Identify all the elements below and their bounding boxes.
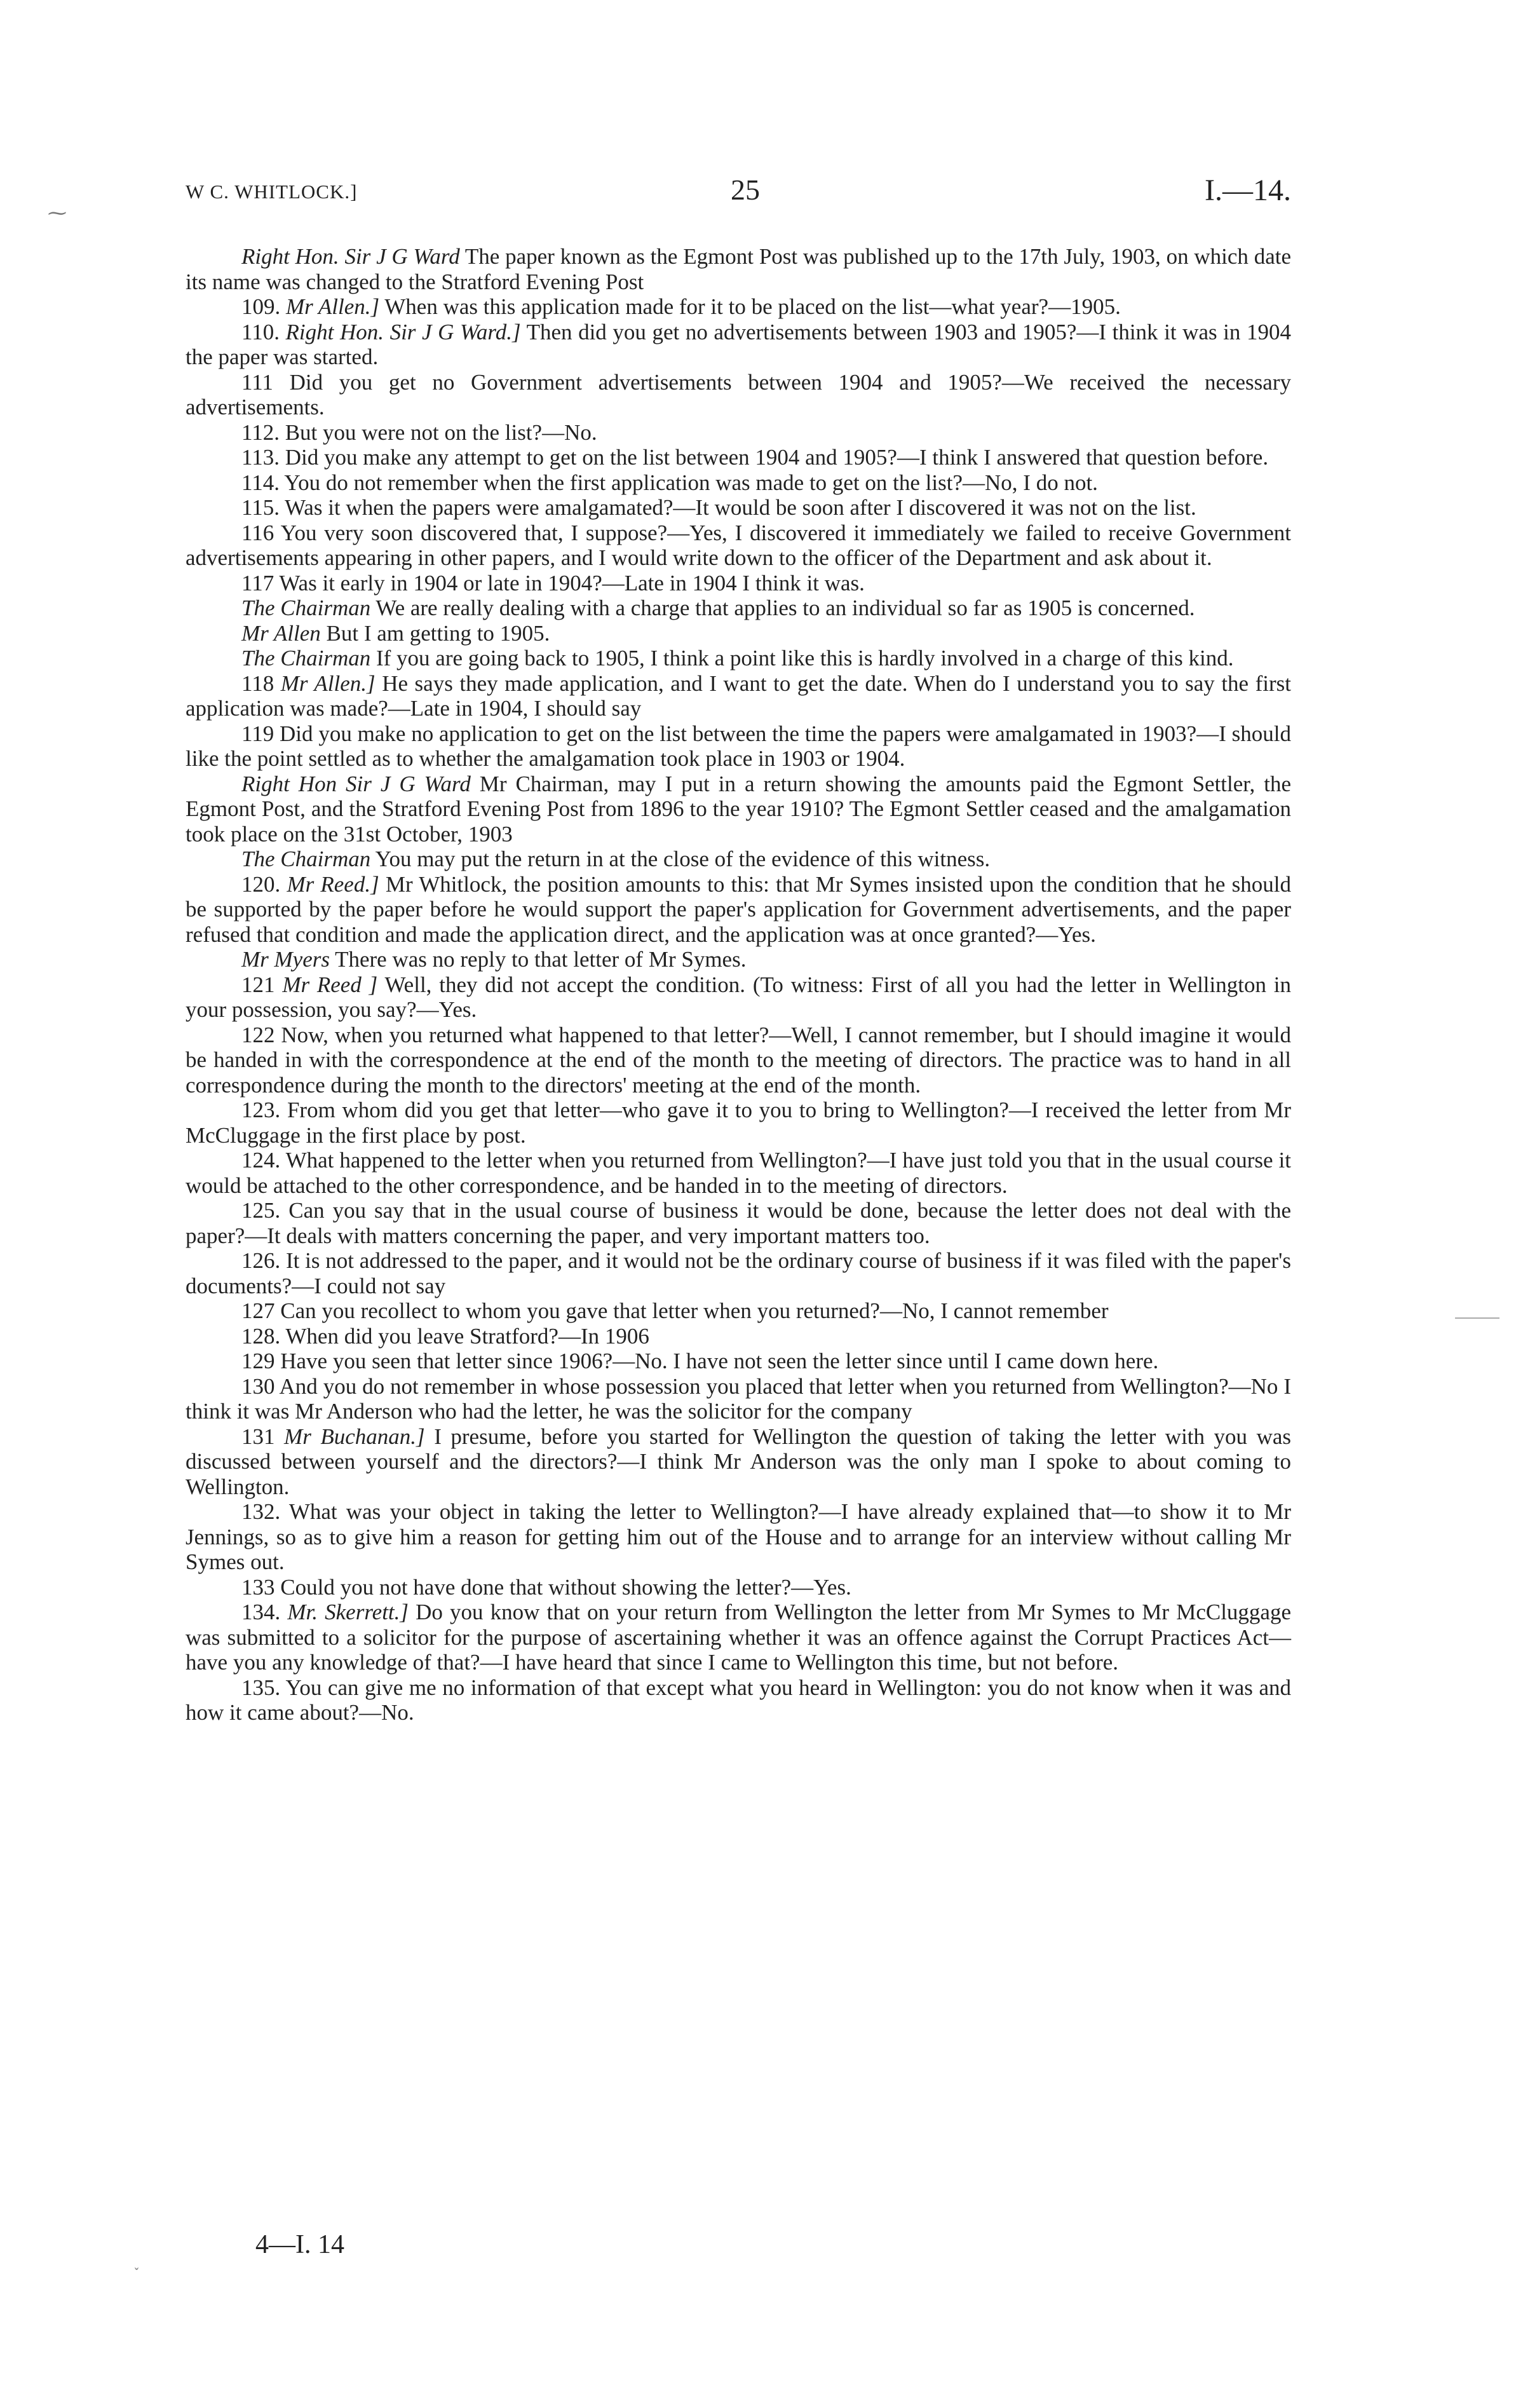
paragraph-text: Can you say that in the usual course of business it would be done, because the letter does not deal with the paper?—It deals with matters concerning the paper, and very important matters too. <box>186 1198 1292 1248</box>
paragraph-text: Well, they did not accept the condition. (To witness: First of all you had the letter in Wellington in your possession, you say?—Yes. <box>186 972 1292 1022</box>
margin-scan-mark: ˯ <box>133 2250 140 2271</box>
question-number: 121 <box>241 972 275 997</box>
speaker-name: Mr Buchanan.] <box>284 1424 425 1449</box>
page-number: 25 <box>731 173 760 206</box>
paragraph-text: If you are going back to 1905, I think a point like this is hardly involved in a charge of this kind. <box>370 646 1234 670</box>
qa-paragraph <box>186 1424 1291 1500</box>
question-number: 116 <box>241 520 274 545</box>
page-header <box>186 173 1291 211</box>
paragraph-text: He says they made application, and I want to get the date. When do I understand you to say the first application was made?—Late in 1904, I should say <box>186 670 1292 721</box>
question-number: 118 <box>241 670 274 696</box>
paragraph-text: You may put the return in at the close of the evidence of this witness. <box>370 847 991 871</box>
qa-paragraph <box>186 370 1291 420</box>
qa-paragraph <box>186 470 1291 496</box>
speaker-name: Right Hon. Sir J G Ward.] <box>285 319 521 344</box>
paragraph-text: Did you make no application to get on the list between the time the papers were amalgamated in 1903?—I should like the point settled as to whether the amalgamation took place in 1903 or 1904. <box>186 721 1292 771</box>
header-witness-name: W C. WHITLOCK.] <box>186 180 358 203</box>
paragraph-text: There was no reply to that letter of Mr Symes. <box>330 947 747 972</box>
qa-paragraph <box>186 621 1291 646</box>
qa-paragraph <box>186 721 1291 772</box>
question-number: 127 <box>241 1298 275 1323</box>
qa-paragraph <box>186 1023 1291 1098</box>
qa-paragraph <box>186 1499 1291 1575</box>
qa-paragraph <box>186 320 1291 370</box>
question-number: 117 <box>241 570 274 595</box>
paragraph-text: Could you not have done that without showing the letter?—Yes. <box>280 1574 851 1600</box>
qa-paragraph <box>186 1675 1291 1725</box>
question-number: 109. <box>241 294 281 319</box>
qa-paragraph <box>186 294 1291 320</box>
qa-paragraph <box>186 1248 1291 1298</box>
qa-paragraph <box>186 872 1291 948</box>
question-number: 123. <box>241 1098 281 1122</box>
paragraph-text: Do you know that on your return from Wellington the letter from Mr Symes to Mr McCluggage was submitted to a solicitor for the purpose of ascertaining whether it was an offence against the Corrupt Practices Act—have you any knowledge of that?—I have heard that since I came to Wellington this time, but not before. <box>186 1600 1291 1675</box>
speaker-name: The Chairman <box>241 595 371 620</box>
paragraph-text: We are really dealing with a charge that applies to an individual so far as 1905 is concerned. <box>370 595 1195 620</box>
speaker-name: The Chairman <box>241 646 371 670</box>
paragraph-text: Mr Whitlock, the position amounts to this: that Mr Symes insisted upon the condition that he should be supported by the paper before he would support the paper's application for Government advertisements, and the paper refused that condition and made the application direct, and the application was at once granted?—Yes. <box>186 871 1291 947</box>
speaker-name: Mr. Skerrett.] <box>287 1600 409 1624</box>
qa-paragraph <box>186 1298 1291 1324</box>
question-number: 131 <box>241 1424 275 1449</box>
speaker-name: Mr Reed.] <box>287 871 379 897</box>
question-number: 110. <box>241 319 280 344</box>
question-number: 113. <box>241 445 280 470</box>
qa-paragraph <box>186 847 1291 872</box>
qa-paragraph <box>186 495 1291 520</box>
margin-scan-mark: ⁓ <box>48 203 67 224</box>
paragraph-text: But I am getting to 1905. <box>320 620 550 646</box>
qa-paragraph <box>186 1349 1291 1374</box>
paragraph-text: You very soon discovered that, I suppose?—Yes, I discovered it immediately we failed to receive Government advertisements appearing in other papers, and I would write down to the officer of the Department and ask about it. <box>186 520 1291 570</box>
qa-paragraph <box>186 947 1291 972</box>
question-number: 114. <box>241 470 280 495</box>
qa-paragraph <box>186 420 1291 446</box>
question-number: 124. <box>241 1148 281 1173</box>
qa-paragraph <box>186 571 1291 596</box>
question-number: 128. <box>241 1323 281 1349</box>
question-number: 126. <box>241 1248 281 1273</box>
paragraph-text: Did you get no Government advertisements between 1904 and 1905?—We received the necessary advertisements. <box>186 369 1291 419</box>
question-number: 130 <box>241 1373 275 1399</box>
qa-paragraph <box>186 520 1291 571</box>
qa-paragraph <box>186 1198 1291 1248</box>
speaker-name: Mr Allen <box>241 620 321 646</box>
question-number: 112. <box>241 419 280 445</box>
qa-paragraph <box>186 1324 1291 1349</box>
paragraph-text: When was this application made for it to be placed on the list—what year?—1905. <box>379 294 1121 319</box>
question-number: 120. <box>241 871 281 897</box>
paragraph-text: Did you make any attempt to get on the list between 1904 and 1905?—I think I answered that question before. <box>285 445 1269 470</box>
paragraph-text: You do not remember when the first application was made to get on the list?—No, I do not. <box>284 470 1098 495</box>
speaker-name: Mr Reed ] <box>282 972 378 997</box>
document-body <box>186 244 1291 1725</box>
qa-paragraph <box>186 244 1291 294</box>
paragraph-text: The paper known as the Egmont Post was published up to the 17th July, 1903, on which date its name was changed to the Stratford Evening Post <box>186 244 1291 294</box>
paragraph-text: What happened to the letter when you returned from Wellington?—I have just told you that in the usual course it would be attached to the other correspondence, and be handed in to the meeting of directors. <box>186 1148 1291 1198</box>
paragraph-text: From whom did you get that letter—who gave it to you to bring to Wellington?—I received the letter from Mr McCluggage in the first place by post. <box>186 1098 1291 1148</box>
qa-paragraph <box>186 646 1291 671</box>
document-reference: I.—14. <box>1205 173 1291 207</box>
qa-paragraph <box>186 1374 1291 1424</box>
question-number: 133 <box>241 1574 275 1600</box>
question-number: 135. <box>241 1675 281 1700</box>
question-number: 115. <box>241 495 280 520</box>
paragraph-text: But you were not on the list?—No. <box>285 419 597 445</box>
question-number: 125. <box>241 1198 281 1223</box>
qa-paragraph <box>186 1148 1291 1198</box>
paragraph-text: Mr Chairman, may I put in a return showing the amounts paid the Egmont Settler, the Egmont Post, and the Stratford Evening Post from 1896 to the year 1910? The Egmont Settler ceased and the amalgamation took place on the 31st October, 1903 <box>186 771 1291 847</box>
paragraph-text: Was it when the papers were amalgamated?—It would be soon after I discovered it was not on the list. <box>285 495 1196 520</box>
paragraph-text: Then did you get no advertisements between 1903 and 1905?—I think it was in 1904 the paper was started. <box>186 319 1291 369</box>
speaker-name: Mr Allen.] <box>286 294 380 319</box>
qa-paragraph <box>186 1098 1291 1148</box>
paragraph-text: It is not addressed to the paper, and it would not be the ordinary course of business if it was filed with the paper's documents?—I could not say <box>186 1248 1292 1298</box>
paragraph-text: Was it early in 1904 or late in 1904?—Late in 1904 I think it was. <box>279 570 865 595</box>
question-number: 134. <box>241 1600 281 1624</box>
paragraph-text: When did you leave Stratford?—In 1906 <box>285 1323 649 1349</box>
paragraph-text: Now, when you returned what happened to that letter?—Well, I cannot remember, but I should imagine it would be handed in with the correspondence at the end of the month to the meeting of directors. The practice was to hand in all correspondence during the month to the directors' meeting at the end of the month. <box>186 1022 1291 1098</box>
question-number: 129 <box>241 1349 275 1373</box>
qa-paragraph <box>186 671 1291 721</box>
speaker-name: Right Hon Sir J G Ward <box>241 771 471 796</box>
speaker-name: Mr Allen.] <box>280 670 376 696</box>
paragraph-text: And you do not remember in whose possession you placed that letter when you returned from Wellington?—No I think it was Mr Anderson who had the letter, he was the solicitor for the company <box>186 1373 1291 1424</box>
qa-paragraph <box>186 972 1291 1023</box>
question-number: 111 <box>241 369 273 395</box>
paragraph-text: Have you seen that letter since 1906?—No. I have not seen the letter since until I came down here. <box>280 1349 1159 1373</box>
qa-paragraph <box>186 772 1291 847</box>
paragraph-text: You can give me no information of that except what you heard in Wellington: you do not know when it was and how it came about?—No. <box>186 1675 1292 1725</box>
question-number: 132. <box>241 1499 281 1524</box>
qa-paragraph <box>186 1575 1291 1600</box>
qa-paragraph <box>186 595 1291 621</box>
speaker-name: Right Hon. Sir J G Ward <box>241 244 460 269</box>
speaker-name: The Chairman <box>241 847 371 871</box>
question-number: 119 <box>241 721 274 746</box>
paragraph-text: I presume, before you started for Wellington the question of taking the letter with you was discussed between yourself and the directors?—I think Mr Anderson was the only man I spoke to about coming to Wellington. <box>186 1424 1292 1499</box>
paragraph-text: Can you recollect to whom you gave that letter when you returned?—No, I cannot remember <box>280 1298 1109 1323</box>
question-number: 122 <box>241 1022 275 1047</box>
footer-signature-code: 4—I. 14 <box>255 2230 344 2259</box>
qa-paragraph <box>186 1600 1291 1675</box>
qa-paragraph <box>186 445 1291 470</box>
speaker-name: Mr Myers <box>241 947 330 972</box>
paragraph-text: What was your object in taking the letter to Wellington?—I have already explained that—to show it to Mr Jennings, so as to give him a reason for getting him out of the House and to arrange for an interview without calling Mr Symes out. <box>186 1499 1291 1574</box>
margin-scan-line <box>1455 1317 1499 1319</box>
